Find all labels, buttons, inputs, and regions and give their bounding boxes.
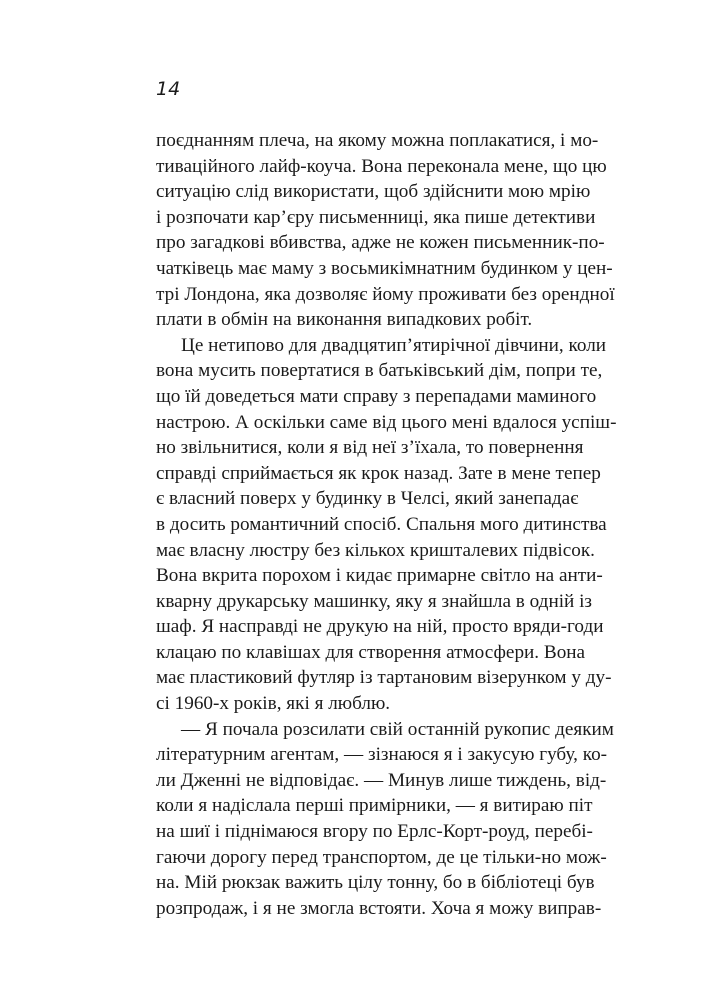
- text-line: Вона вкрита порохом і кидає примарне світло на анти-: [156, 565, 603, 587]
- text-line: коли я надіслала перші примірники, — я витираю піт: [156, 795, 593, 817]
- text-line: ситуацію слід використати, щоб здійснити мою мрію: [156, 181, 591, 203]
- text-line: справді сприймається як крок назад. Зате в мене тепер: [156, 462, 601, 484]
- text-line: поєднанням плеча, на якому можна поплакатися, і мо-: [156, 130, 599, 151]
- text-line: і розпочати кар’єру письменниці, яка пише детективи: [156, 206, 596, 228]
- page-number: 14: [156, 78, 181, 100]
- paragraph: [156, 717, 614, 922]
- text-line: Це нетипово для двадцятип’ятирічної дівчини, коли: [181, 334, 607, 356]
- text-line: гаючи дорогу перед транспортом, де це тільки-но мож-: [156, 846, 607, 868]
- paragraph: [156, 128, 615, 333]
- text-line: чатківець має маму з восьмикімнатним будинком у цен-: [156, 257, 613, 279]
- text-line: клацаю по клавішах для створення атмосфери. Вона: [156, 641, 586, 663]
- text-line: плати в обмін на виконання випадкових робіт.: [156, 309, 533, 331]
- text-line: є власний поверх у будинку в Челсі, який занепадає: [156, 488, 579, 510]
- text-line: кварну друкарську машинку, яку я знайшла в одній із: [156, 590, 593, 612]
- text-line: в досить романтичний спосіб. Спальня мого дитинства: [156, 513, 607, 535]
- text-line: но звільнитися, коли я від неї з’їхала, то повернення: [156, 437, 584, 459]
- text-line: має пластиковий футляр із тартановим візерунком у ду-: [156, 667, 612, 689]
- text-line: про загадкові вбивства, адже не кожен письменник-по-: [156, 232, 605, 254]
- text-line: літературним агентам, — зізнаюся я і закусую губу, ко-: [156, 744, 608, 766]
- text-line: вона мусить повертатися в батьківський дім, попри те,: [156, 360, 603, 382]
- text-line: що їй доведеться мати справу з перепадами маминого: [156, 385, 597, 407]
- text-line: на шиї і піднімаюся вгору по Ерлс-Корт-роуд, перебі-: [156, 821, 593, 843]
- text-line: має власну люстру без кількох кришталевих підвісок.: [156, 539, 595, 561]
- paragraph: [156, 333, 617, 717]
- body-text: [156, 128, 617, 921]
- text-line: — Я почала розсилати свій останній рукопис деяким: [181, 718, 614, 740]
- text-line: тиваційного лайф-коуча. Вона переконала мене, що цю: [156, 155, 607, 177]
- text-line: ли Дженні не відповідає. — Минув лише тиждень, від-: [156, 769, 607, 791]
- text-line: шаф. Я насправді не друкую на ній, просто вряди-годи: [156, 616, 604, 638]
- text-line: трі Лондона, яка дозволяє йому проживати без орендної: [156, 283, 615, 305]
- text-line: на. Мій рюкзак важить цілу тонну, бо в бібліотеці був: [156, 872, 595, 894]
- text-line: розпродаж, і я не змогла встояти. Хоча я можу виправ-: [156, 897, 602, 919]
- text-line: настрою. А оскільки саме від цього мені вдалося успіш-: [156, 411, 617, 433]
- text-line: сі 1960-х років, які я люблю.: [156, 693, 391, 715]
